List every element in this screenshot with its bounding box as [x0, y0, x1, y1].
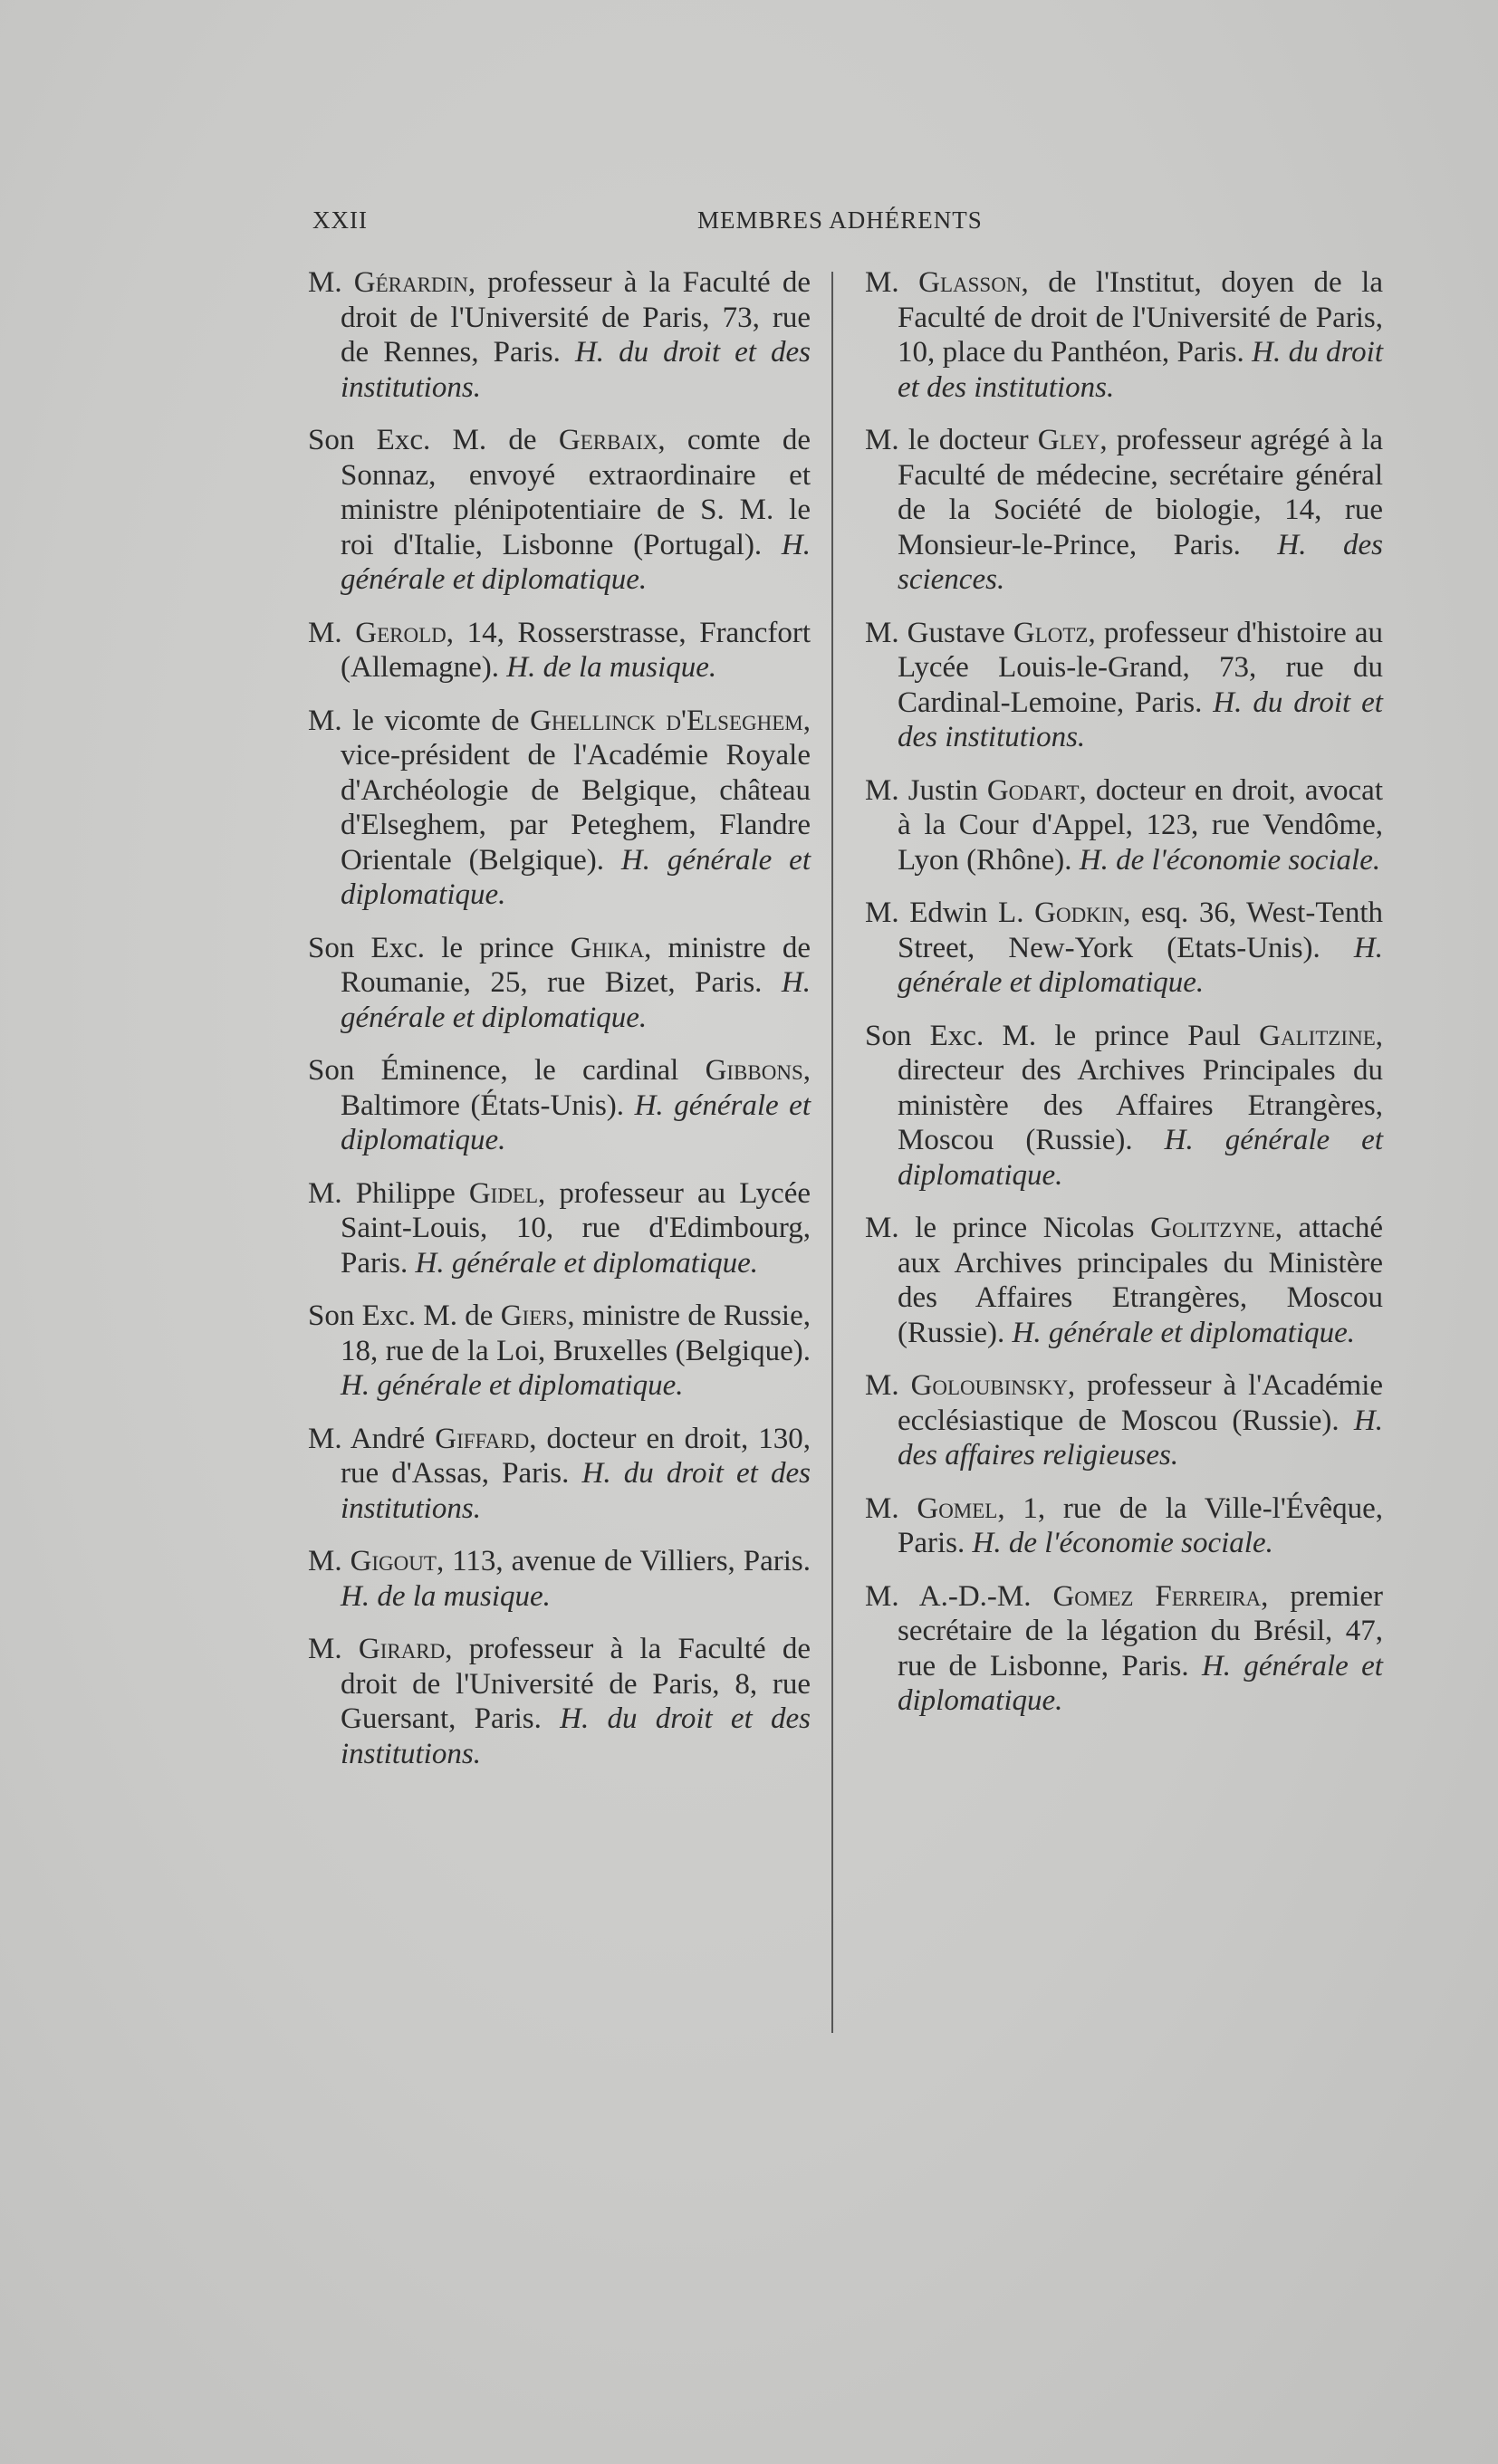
- entry-details: , ministre de Russie, 18, rue de la Loi, Bruxelles (Belgique).: [341, 1299, 811, 1367]
- entry-category: H. du droit et des institutions.: [341, 1457, 811, 1525]
- member-name: Gidel: [468, 1176, 539, 1210]
- member-entry: [308, 931, 811, 1036]
- entry-prefix: M.: [308, 1545, 350, 1577]
- member-name: Gérardin: [353, 266, 468, 299]
- member-entry: [865, 1491, 1383, 1561]
- entry-prefix: M. André: [308, 1422, 436, 1455]
- entry-category: H. du droit et des institutions.: [341, 336, 811, 404]
- member-name: Ghika: [570, 931, 645, 964]
- entry-prefix: Son Éminence, le cardinal: [308, 1054, 706, 1087]
- member-entry: [308, 704, 811, 913]
- entry-prefix: M. A.-D.-M.: [865, 1579, 1053, 1613]
- entry-category: H. générale et diplomatique.: [341, 528, 811, 596]
- member-name: Girard: [358, 1633, 446, 1665]
- entry-prefix: Son Exc. M. le prince Paul: [865, 1019, 1260, 1052]
- entry-details: , attaché aux Archives principales du Ministère des Affaires Etrangères, Moscou (Russie).: [898, 1212, 1383, 1349]
- entry-category: H. des affaires religieuses.: [898, 1404, 1383, 1472]
- member-name: Gibbons: [705, 1054, 803, 1087]
- entry-category: H. générale et diplomatique.: [1012, 1316, 1356, 1349]
- member-entry: [308, 1632, 811, 1771]
- entry-prefix: M. le vicomte de: [308, 704, 531, 737]
- entry-prefix: M.: [865, 1369, 911, 1402]
- member-name: Gley: [1037, 424, 1100, 456]
- entry-category: H. de la musique.: [506, 651, 717, 684]
- entry-category: H. de la musique.: [341, 1579, 551, 1613]
- entry-category: H. générale et diplomatique.: [341, 1369, 684, 1402]
- entry-prefix: Son Exc. M. de: [308, 1299, 501, 1332]
- member-name: Giffard: [435, 1422, 530, 1455]
- member-name: Gomez Ferreira: [1052, 1579, 1262, 1613]
- member-name: Godkin: [1034, 896, 1124, 929]
- member-name: Gomel: [917, 1491, 998, 1525]
- entry-category: H. du droit et des institutions.: [898, 686, 1383, 753]
- entry-details: , 14, Rosserstrasse, Francfort (Allemagne).: [341, 616, 811, 684]
- entry-prefix: M. Edwin L.: [865, 896, 1035, 929]
- member-entry: [865, 773, 1383, 878]
- entry-category: H. générale et diplomatique.: [898, 1649, 1383, 1717]
- entry-category: H. du droit et des institutions.: [898, 336, 1383, 404]
- member-name: Glasson: [918, 266, 1022, 299]
- member-entry: [865, 1368, 1383, 1473]
- entry-prefix: M.: [308, 1633, 359, 1665]
- member-entry: [308, 423, 811, 598]
- member-entry: [865, 1579, 1383, 1719]
- member-name: Goloubinsky: [910, 1369, 1068, 1402]
- member-entry: [308, 1053, 811, 1158]
- member-entry: [865, 1019, 1383, 1194]
- entry-details: , comte de Sonnaz, envoyé extraordinaire et ministre plénipotentiaire de S. M. le roi d'Italie, Lisbonne (Portugal).: [341, 424, 811, 561]
- entry-prefix: M.: [865, 266, 919, 299]
- entry-category: H. de l'économie sociale.: [972, 1527, 1273, 1559]
- entry-category: H. des sciences.: [898, 528, 1383, 596]
- entry-category: H. du droit et des institutions.: [341, 1702, 811, 1770]
- entry-prefix: M. le docteur: [865, 424, 1038, 456]
- entry-category: H. générale et diplomatique.: [898, 931, 1383, 999]
- member-entry: [865, 616, 1383, 755]
- member-name: Godart: [986, 773, 1080, 807]
- entry-prefix: M.: [865, 1491, 917, 1525]
- entry-category: H. générale et diplomatique.: [341, 1088, 811, 1156]
- entry-prefix: M.: [308, 266, 354, 299]
- member-name: Golitzyne: [1150, 1212, 1275, 1244]
- entry-details: , 1, rue de la Ville-l'Évêque, Paris.: [898, 1491, 1383, 1559]
- entry-prefix: M. Gustave: [865, 616, 1013, 649]
- entry-details: , esq. 36, West-Tenth Street, New-York (Etats-Unis).: [898, 896, 1383, 964]
- entry-details: , professeur agrégé à la Faculté de médecine, secrétaire général de la Société de biologie, 14, rue Monsieur-le-Prince, Paris.: [898, 424, 1384, 561]
- member-entry: [865, 265, 1383, 405]
- column-divider: [831, 272, 833, 2033]
- member-entry: [308, 265, 811, 405]
- member-entry: [308, 616, 811, 686]
- member-name: Glotz: [1013, 616, 1089, 649]
- entry-details: , Baltimore (États-Unis).: [341, 1054, 811, 1122]
- entry-prefix: M. Philippe: [308, 1176, 469, 1210]
- member-entry: [865, 896, 1383, 1001]
- member-entry: [865, 1211, 1383, 1350]
- entry-details: , docteur en droit, avocat à la Cour d'Appel, 123, rue Vendôme, Lyon (Rhône).: [898, 773, 1383, 877]
- entry-prefix: M. le prince Nicolas: [865, 1212, 1151, 1244]
- entry-details: , professeur d'histoire au Lycée Louis-le-Grand, 73, rue du Cardinal-Lemoine, Paris.: [898, 616, 1383, 719]
- member-entry: [308, 1299, 811, 1404]
- entry-prefix: Son Exc. M. de: [308, 424, 559, 456]
- entry-details: , directeur des Archives Principales du ministère des Affaires Etrangères, Moscou (Russie).: [898, 1019, 1383, 1156]
- entry-prefix: Son Exc. le prince: [308, 931, 571, 964]
- page-number: XXII: [312, 206, 368, 234]
- member-name: Ghellinck d'Elseghem: [530, 704, 803, 737]
- entry-details: , docteur en droit, 130, rue d'Assas, Paris.: [341, 1422, 811, 1490]
- entry-details: , professeur à l'Académie ecclésiastique de Moscou (Russie).: [898, 1369, 1384, 1437]
- entry-category: H. de l'économie sociale.: [1079, 843, 1381, 877]
- entry-details: , professeur à la Faculté de droit de l'Université de Paris, 73, rue de Rennes, Paris.: [341, 266, 811, 369]
- entry-category: H. générale et diplomatique.: [341, 966, 811, 1034]
- entry-details: , premier secrétaire de la légation du Brésil, 47, rue de Lisbonne, Paris.: [898, 1579, 1384, 1683]
- entry-details: , professeur à la Faculté de droit de l'Université de Paris, 8, rue Guersant, Paris.: [341, 1633, 811, 1735]
- left-column: [308, 265, 811, 1789]
- member-entry: [865, 423, 1383, 598]
- member-entry: [308, 1422, 811, 1527]
- entry-category: H. générale et diplomatique.: [341, 843, 811, 911]
- entry-category: H. générale et diplomatique.: [898, 1124, 1383, 1192]
- member-name: Gerbaix: [558, 424, 658, 456]
- running-title: MEMBRES ADHÉRENTS: [697, 206, 983, 234]
- entry-details: , professeur au Lycée Saint-Louis, 10, rue d'Edimbourg, Paris.: [341, 1176, 811, 1280]
- right-column: [865, 265, 1383, 1737]
- entry-details: , 113, avenue de Villiers, Paris.: [436, 1545, 811, 1577]
- entry-prefix: M. Justin: [865, 773, 987, 807]
- entry-details: , de l'Institut, doyen de la Faculté de droit de l'Université de Paris, 10, place du Panthéon, Paris.: [898, 266, 1383, 369]
- entry-details: , vice-président de l'Académie Royale d'Archéologie de Belgique, château d'Elseghem, par Peteghem, Flandre Orientale (Belgique).: [341, 704, 811, 877]
- member-name: Giers: [500, 1299, 568, 1332]
- entry-details: , ministre de Roumanie, 25, rue Bizet, Paris.: [341, 931, 811, 999]
- entry-prefix: M.: [308, 616, 356, 649]
- member-entry: [308, 1544, 811, 1614]
- member-name: Gigout: [350, 1545, 437, 1577]
- entry-category: H. générale et diplomatique.: [415, 1246, 759, 1280]
- member-entry: [308, 1176, 811, 1281]
- member-name: Gerold: [355, 616, 447, 649]
- page-header: [312, 206, 1010, 243]
- member-name: Galitzine: [1259, 1019, 1376, 1052]
